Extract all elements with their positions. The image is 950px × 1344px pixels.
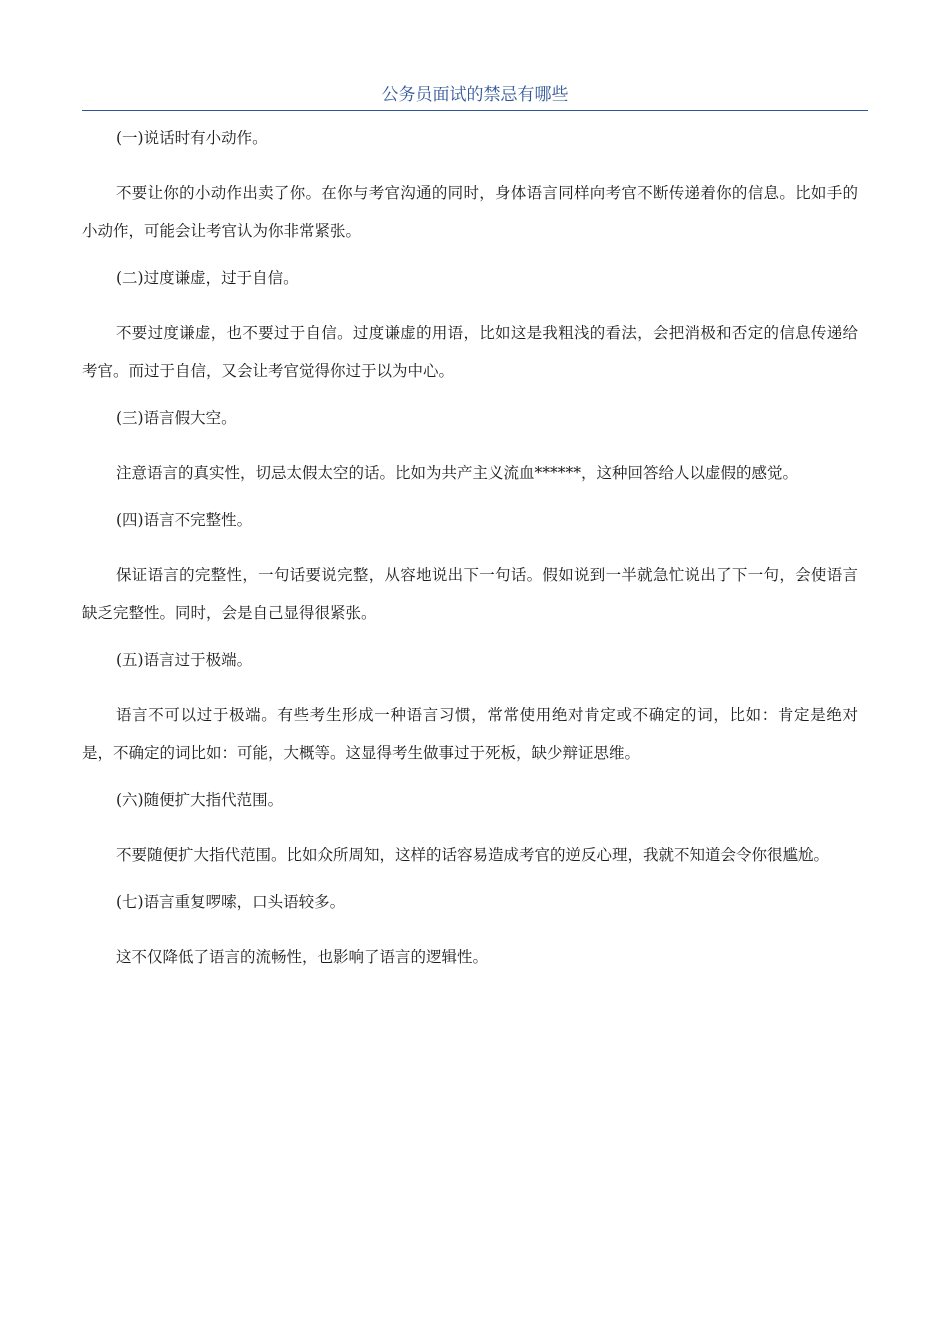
section-heading-6: (六)随便扩大指代范围。 [116, 791, 284, 809]
section-heading-7: (七)语言重复啰嗦，口头语较多。 [116, 893, 346, 911]
section-heading-1: (一)说话时有小动作。 [116, 129, 268, 147]
section-heading-4: (四)语言不完整性。 [116, 511, 253, 529]
section-paragraph-5: 语言不可以过于极端。有些考生形成一种语言习惯，常常使用绝对肯定或不确定的词，比如：肯定是绝对是，不确定的词比如：可能，大概等。这显得考生做事过于死板，缺少辩证思维。 [82, 706, 858, 762]
section-heading-2: (二)过度谦虚，过于自信。 [116, 269, 299, 287]
page-header-title: 公务员面试的禁忌有哪些 [82, 84, 868, 111]
document-body [82, 124, 858, 976]
section-heading-5: (五)语言过于极端。 [116, 651, 253, 669]
section-paragraph-7: 这不仅降低了语言的流畅性，也影响了语言的逻辑性。 [116, 948, 489, 966]
section-paragraph-2: 不要过度谦虚，也不要过于自信。过度谦虚的用语，比如这是我粗浅的看法，会把消极和否定的信息传递给考官。而过于自信，又会让考官觉得你过于以为中心。 [82, 324, 858, 380]
section-heading-3: (三)语言假大空。 [116, 409, 237, 427]
section-paragraph-4: 保证语言的完整性，一句话要说完整，从容地说出下一句话。假如说到一半就急忙说出了下一句，会使语言缺乏完整性。同时，会是自己显得很紧张。 [82, 566, 858, 622]
section-paragraph-3: 注意语言的真实性，切忌太假太空的话。比如为共产主义流血******，这种回答给人以虚假的感觉。 [116, 464, 799, 482]
section-paragraph-6: 不要随便扩大指代范围。比如众所周知，这样的话容易造成考官的逆反心理，我就不知道会令你很尴尬。 [116, 846, 830, 864]
section-paragraph-1: 不要让你的小动作出卖了你。在你与考官沟通的同时，身体语言同样向考官不断传递着你的信息。比如手的小动作，可能会让考官认为你非常紧张。 [82, 184, 858, 240]
